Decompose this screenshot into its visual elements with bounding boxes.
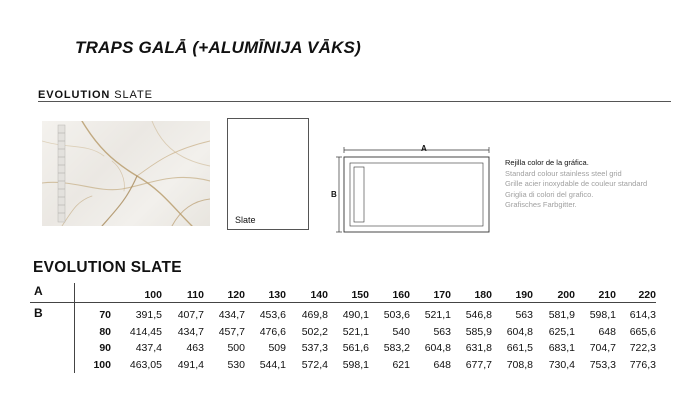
price-cell: 521,1 bbox=[342, 326, 369, 338]
price-cell: 661,5 bbox=[506, 342, 533, 354]
price-cell: 544,1 bbox=[259, 359, 286, 371]
grid-info-line: Grafisches Farbgitter. bbox=[505, 200, 577, 209]
row-header: 90 bbox=[99, 342, 111, 354]
price-cell: 583,2 bbox=[383, 342, 410, 354]
price-cell: 502,2 bbox=[301, 326, 328, 338]
price-cell: 434,7 bbox=[218, 309, 245, 321]
price-cell: 677,7 bbox=[465, 359, 492, 371]
price-cell: 540 bbox=[392, 326, 410, 338]
dimension-a-label: A bbox=[421, 144, 427, 153]
page-title: TRAPS GALĀ (+ALUMĪNIJA VĀKS) bbox=[75, 38, 361, 57]
column-header: 150 bbox=[351, 289, 369, 301]
price-cell: 730,4 bbox=[548, 359, 575, 371]
price-cell: 500 bbox=[227, 342, 245, 354]
grid-info-text bbox=[505, 158, 647, 211]
price-cell: 457,7 bbox=[218, 326, 245, 338]
series-model: SLATE bbox=[114, 89, 153, 101]
price-cell: 621 bbox=[392, 359, 410, 371]
column-header: 170 bbox=[433, 289, 451, 301]
column-header: 120 bbox=[227, 289, 245, 301]
price-cell: 490,1 bbox=[342, 309, 369, 321]
price-cell: 503,6 bbox=[383, 309, 410, 321]
price-cell: 604,8 bbox=[506, 326, 533, 338]
price-cell: 469,8 bbox=[301, 309, 328, 321]
price-cell: 407,7 bbox=[177, 309, 204, 321]
column-header: 210 bbox=[598, 289, 616, 301]
price-cell: 391,5 bbox=[135, 309, 162, 321]
price-cell: 648 bbox=[433, 359, 451, 371]
drain-grid-icon bbox=[58, 125, 65, 222]
row-header: 70 bbox=[99, 309, 111, 321]
price-cell: 585,9 bbox=[465, 326, 492, 338]
row-header: 100 bbox=[93, 359, 111, 371]
column-header: 190 bbox=[515, 289, 533, 301]
price-cell: 563 bbox=[515, 309, 533, 321]
price-cell: 572,4 bbox=[301, 359, 328, 371]
price-cell: 463,05 bbox=[129, 359, 162, 371]
price-cell: 598,1 bbox=[589, 309, 616, 321]
price-cell: 414,45 bbox=[129, 326, 162, 338]
price-cell: 614,3 bbox=[629, 309, 656, 321]
series-brand: EVOLUTION bbox=[38, 89, 111, 101]
price-cell: 491,4 bbox=[177, 359, 204, 371]
price-cell: 722,3 bbox=[629, 342, 656, 354]
price-cell: 708,8 bbox=[506, 359, 533, 371]
price-cell: 704,7 bbox=[589, 342, 616, 354]
swatch-label: Slate bbox=[235, 215, 256, 225]
grid-info-line: Grille acier inoxydable de couleur standard bbox=[505, 179, 648, 188]
price-cell: 521,1 bbox=[424, 309, 451, 321]
price-cell: 437,4 bbox=[135, 342, 162, 354]
price-cell: 463 bbox=[186, 342, 204, 354]
price-cell: 753,3 bbox=[589, 359, 616, 371]
price-cell: 598,1 bbox=[342, 359, 369, 371]
price-cell: 563 bbox=[433, 326, 451, 338]
grid-info-line: Standard colour stainless steel grid bbox=[505, 168, 622, 178]
price-cell: 537,3 bbox=[301, 342, 328, 354]
price-cell: 434,7 bbox=[177, 326, 204, 338]
dimension-diagram bbox=[326, 140, 501, 240]
column-header: 110 bbox=[187, 289, 204, 301]
price-cell: 476,6 bbox=[259, 326, 286, 338]
column-header: 100 bbox=[144, 289, 162, 301]
series-header bbox=[38, 89, 153, 101]
axis-a-label: A bbox=[34, 284, 43, 298]
color-swatch bbox=[227, 118, 309, 230]
price-cell: 546,8 bbox=[465, 309, 492, 321]
column-header: 180 bbox=[474, 289, 492, 301]
price-cell: 631,8 bbox=[465, 342, 492, 354]
column-header: 200 bbox=[557, 289, 575, 301]
price-cell: 509 bbox=[268, 342, 286, 354]
price-cell: 683,1 bbox=[548, 342, 575, 354]
header-divider bbox=[38, 101, 671, 102]
marble-veins bbox=[42, 121, 210, 226]
price-cell: 453,6 bbox=[259, 309, 286, 321]
price-table-title: EVOLUTION SLATE bbox=[33, 259, 182, 276]
price-cell: 604,8 bbox=[424, 342, 451, 354]
table-horizontal-rule bbox=[30, 302, 656, 303]
table-vertical-rule bbox=[74, 283, 75, 373]
price-cell: 581,9 bbox=[548, 309, 575, 321]
price-cell: 625,1 bbox=[548, 326, 575, 338]
grid-info-line: Griglia di colori del grafico. bbox=[505, 189, 594, 199]
product-photo-marble bbox=[42, 121, 210, 226]
price-cell: 648 bbox=[598, 326, 616, 338]
axis-b-label: B bbox=[34, 306, 43, 320]
column-header: 220 bbox=[638, 289, 656, 301]
price-cell: 530 bbox=[227, 359, 245, 371]
column-header: 130 bbox=[268, 289, 286, 301]
price-cell: 776,3 bbox=[629, 359, 656, 371]
grid-info-line: Rejilla color de la gráfica. bbox=[505, 158, 589, 167]
price-cell: 561,6 bbox=[342, 342, 369, 354]
column-header: 160 bbox=[392, 289, 410, 301]
row-header: 80 bbox=[99, 326, 111, 338]
column-header: 140 bbox=[310, 289, 328, 301]
price-cell: 665,6 bbox=[629, 326, 656, 338]
dimension-b-label: B bbox=[331, 190, 337, 199]
